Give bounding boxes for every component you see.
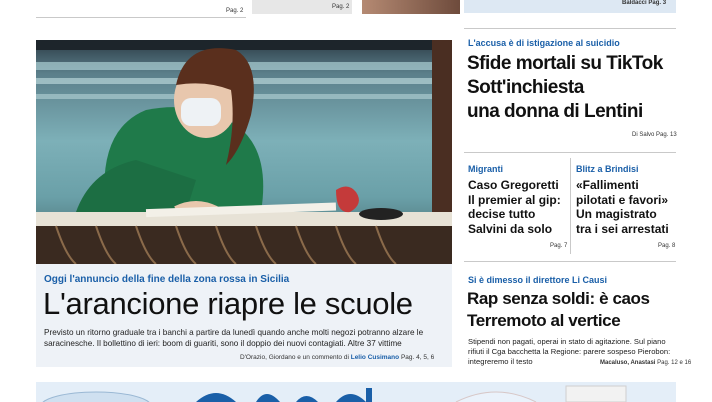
migranti-line-4: Salvini da solo <box>468 221 553 236</box>
rap-headline-line-2: Terremoto al vertice <box>467 311 621 330</box>
right-col-divider <box>570 158 571 254</box>
tiktok-headline-line-2: Sott'inchiesta <box>467 77 584 98</box>
brindisi-headline <box>576 178 669 236</box>
rap-byline-name: Macaluso, Anastasi <box>600 360 656 366</box>
rap-byline <box>600 360 691 366</box>
top-mid-pag: Pag. 2 <box>332 4 350 10</box>
top-right-credit <box>622 0 666 6</box>
brindisi-pag: Pag. 8 <box>658 243 676 249</box>
tiktok-headline <box>467 52 663 124</box>
top-left-pag: Pag. 2 <box>226 8 244 14</box>
rap-body: Stipendi non pagati, operai in stato di agitazione. Sul piano rifiuti il Cga bacchetta la Regione: parere sospeso Pierobon: integreremo il testo <box>468 337 671 366</box>
top-right-credit-name: Baldacci <box>622 0 647 6</box>
migranti-pag: Pag. 7 <box>550 243 568 249</box>
top-right-photo <box>362 0 460 14</box>
brindisi-line-1: «Fallimenti <box>576 178 639 192</box>
tiktok-byline <box>632 132 677 138</box>
top-left-box <box>36 0 246 18</box>
brindisi-line-3: Un magistrato <box>576 207 657 221</box>
tiktok-byline-pag: Pag. 13 <box>656 132 677 138</box>
bottom-ad-strip <box>36 382 676 402</box>
main-story-kicker: Oggi l'annuncio della fine della zona rossa in Sicilia <box>44 274 290 285</box>
top-right-credit-pag: Pag. 3 <box>648 0 667 6</box>
right-rule-3 <box>464 261 676 262</box>
tiktok-headline-line-1: Sfide mortali su TikTok <box>467 53 663 74</box>
migranti-kicker: Migranti <box>468 164 503 174</box>
rap-headline <box>467 288 650 332</box>
main-story-byline-pag: Pag. 4, 5, 6 <box>400 354 435 361</box>
migranti-line-2: Il premier al gip: <box>468 192 561 207</box>
migranti-line-1: Caso Gregoretti <box>468 178 559 192</box>
tiktok-headline-line-3: una donna di Lentini <box>467 101 643 122</box>
tiktok-byline-name: Di Salvo <box>632 132 655 138</box>
main-story-body: Previsto un ritorno graduale tra i banchi a partire da lunedì quando anche molti negozi potranno alzare le saracinesche. Il bollettino di ieri: boom di guariti, sono il doppio dei nuovi contagiati. Altre 37 vittime <box>44 328 424 348</box>
right-rule-2 <box>464 152 676 153</box>
classroom-illustration <box>36 40 452 264</box>
main-story-byline <box>240 354 434 361</box>
tiktok-kicker: L'accusa è di istigazione al suicidio <box>468 38 620 48</box>
main-story-byline-name: Lelio Cusimano <box>350 354 400 361</box>
main-photo <box>36 40 452 264</box>
migranti-headline <box>468 178 561 236</box>
top-strip <box>0 0 712 22</box>
ad-illustration <box>36 382 676 402</box>
main-story-headline: L'arancione riapre le scuole <box>43 286 413 321</box>
brindisi-line-4: tra i sei arrestati <box>576 221 669 236</box>
main-story-byline-prefix: D'Orazio, Giordano e un commento di <box>240 354 349 361</box>
brindisi-line-2: pilotati e favori» <box>576 192 669 207</box>
rap-kicker: Si è dimesso il direttore Li Causi <box>468 275 608 285</box>
brindisi-kicker: Blitz a Brindisi <box>576 164 639 174</box>
migranti-line-3: decise tutto <box>468 207 536 221</box>
rap-headline-line-1: Rap senza soldi: è caos <box>467 289 650 308</box>
rap-byline-pag: Pag. 12 e 16 <box>657 360 692 366</box>
right-top-rule <box>464 28 676 29</box>
